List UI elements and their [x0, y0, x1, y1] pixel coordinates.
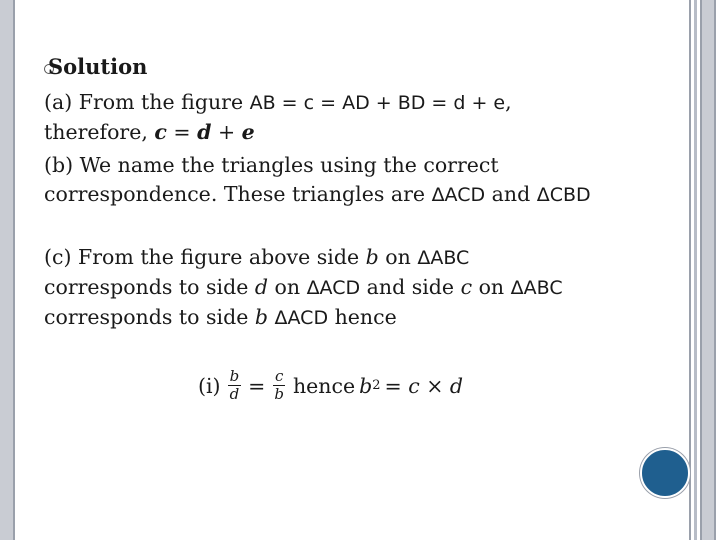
part-a-therefore: therefore,	[44, 120, 155, 144]
equals-sign: =	[166, 120, 198, 144]
part-c-text: on	[378, 245, 418, 269]
part-c-text: corresponds to side	[44, 275, 255, 299]
left-border-bar	[0, 0, 15, 540]
part-c-text: (c) From the figure above side	[44, 245, 366, 269]
part-c-text: and side	[360, 275, 461, 299]
part-b-and: and	[485, 182, 537, 206]
part-a-paragraph	[44, 88, 604, 147]
exponent: 2	[372, 378, 381, 393]
triangle-acd: ΔACD	[431, 184, 486, 206]
var-b: b	[254, 305, 268, 329]
ratio-equation	[194, 368, 467, 403]
triangle-acd: ΔACD	[274, 307, 329, 329]
right-border-line	[689, 0, 691, 540]
part-a-text: (a) From the figure	[44, 90, 250, 114]
equation-label: (i)	[198, 373, 221, 398]
triangle-abc: ΔABC	[510, 277, 563, 299]
decorative-circle	[640, 448, 690, 498]
plus-sign: +	[211, 120, 242, 144]
var-e: e	[241, 120, 255, 144]
fraction-c-over-b	[272, 368, 286, 403]
triangle-cbd: ΔCBD	[536, 184, 591, 206]
fraction-b-over-d	[228, 368, 242, 403]
part-c-paragraph	[44, 243, 604, 333]
var-d: d	[254, 275, 268, 299]
right-border-bar	[700, 0, 716, 540]
part-c-text: on	[472, 275, 511, 299]
triangle-abc: ΔABC	[417, 247, 470, 269]
part-c-text: hence	[328, 305, 397, 329]
equation-hence: hence	[292, 373, 356, 398]
part-c-text: on	[267, 275, 307, 299]
var-b: b	[359, 373, 373, 398]
fraction-numerator: b	[229, 367, 240, 385]
fraction-numerator: c	[274, 367, 284, 385]
part-a-comma: ,	[505, 90, 512, 114]
var-d: d	[197, 120, 212, 144]
triangle-acd: ΔACD	[306, 277, 361, 299]
solution-title: Solution	[48, 54, 148, 79]
part-a-math: AB = c = AD + BD = d + e	[249, 92, 506, 114]
equation-rhs: = c × d	[384, 373, 464, 398]
fraction-denominator: b	[274, 385, 284, 403]
part-b-paragraph	[44, 151, 604, 210]
equals-sign: =	[248, 373, 266, 398]
var-c: c	[154, 120, 167, 144]
part-c-text: corresponds to side	[44, 305, 255, 329]
fraction-denominator: d	[229, 385, 240, 403]
var-b: b	[365, 245, 379, 269]
part-b-text: (b) We name the triangles using the correct correspondence. These triangles are	[44, 153, 499, 206]
var-c: c	[460, 275, 473, 299]
right-border-line	[694, 0, 697, 540]
